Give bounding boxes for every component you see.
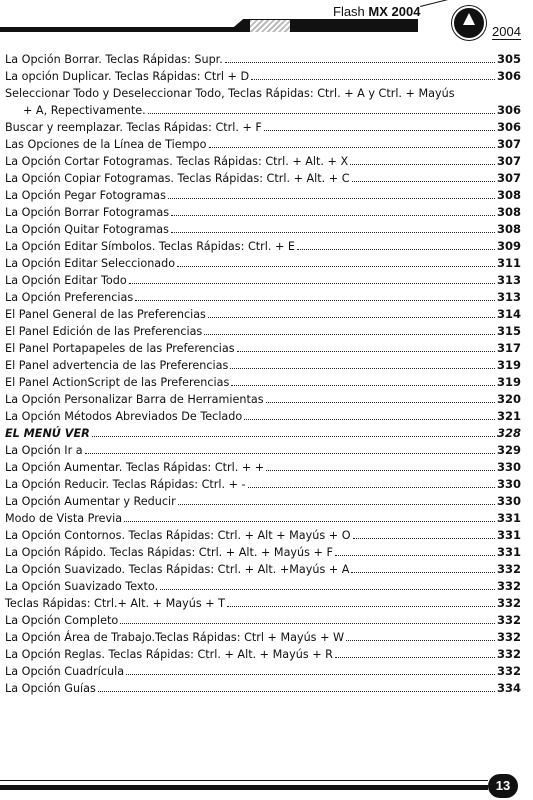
dot-leader (204, 334, 495, 335)
toc-entry (5, 272, 521, 289)
toc-entry-title: El Panel advertencia de las Preferencias (5, 359, 229, 372)
toc-entry-page: 320 (496, 392, 521, 406)
dot-leader (126, 674, 495, 675)
toc-entry (5, 68, 521, 85)
toc-entry-title: La Opción Editar Seleccionado (5, 257, 176, 270)
book-title (333, 4, 420, 19)
toc-entry-page: 307 (496, 137, 521, 151)
toc-entry-page: 313 (496, 273, 521, 287)
toc-entry-title: Las Opciones de la Línea de Tiempo (5, 138, 207, 151)
toc-entry (5, 493, 521, 510)
toc-entry-page: 331 (496, 528, 521, 542)
dot-leader (171, 232, 495, 233)
dot-leader (266, 470, 495, 471)
toc-entry-title: Buscar y reemplazar. Teclas Rápidas: Ctrl. + F (5, 121, 262, 134)
toc-entry (5, 323, 521, 340)
toc-entry (5, 663, 521, 680)
dot-leader (352, 181, 495, 182)
dot-leader (227, 606, 495, 607)
toc-entry (5, 51, 521, 68)
toc-entry (5, 527, 521, 544)
toc-entry-title: La Opción Suavizado Texto. (5, 580, 159, 593)
toc-entry (5, 425, 521, 442)
table-of-contents (5, 51, 521, 697)
toc-entry (5, 374, 521, 391)
toc-entry-page: 332 (496, 596, 521, 610)
toc-entry-page: 307 (496, 171, 521, 185)
dot-leader (124, 521, 495, 522)
toc-entry-title: La Opción Pegar Fotogramas (5, 189, 166, 202)
dot-leader (148, 113, 495, 114)
dot-leader (346, 640, 495, 641)
dot-leader (351, 572, 495, 573)
dot-leader (85, 453, 495, 454)
toc-entry-page: 309 (496, 239, 521, 253)
toc-entry-title: La Opción Guías (5, 682, 96, 695)
toc-entry-page: 331 (496, 545, 521, 559)
toc-entry (5, 204, 521, 221)
toc-entry-title: El Panel ActionScript de las Preferencias (5, 376, 230, 389)
toc-entry-title: La Opción Cuadrícula (5, 665, 125, 678)
toc-entry-page: 328 (496, 426, 521, 440)
toc-entry-page: 330 (496, 460, 521, 474)
toc-entry (5, 85, 521, 119)
toc-entry-page: 332 (496, 613, 521, 627)
toc-entry (5, 187, 521, 204)
toc-entry-title: La Opción Reglas. Teclas Rápidas: Ctrl. + Alt. + Mayús + R (5, 648, 333, 661)
toc-entry-page: 330 (496, 494, 521, 508)
dot-leader (208, 317, 495, 318)
toc-entry (5, 629, 521, 646)
dot-leader (297, 249, 495, 250)
header-tab (228, 19, 418, 32)
toc-entry-page: 308 (496, 205, 521, 219)
toc-entry-title: La Opción Personalizar Barra de Herramientas (5, 393, 264, 406)
toc-entry-page: 331 (496, 511, 521, 525)
toc-entry-page: 329 (496, 443, 521, 457)
toc-entry (5, 306, 521, 323)
book-title-bold: MX 2004 (368, 4, 421, 19)
dot-leader (178, 504, 495, 505)
toc-entry-page: 332 (496, 664, 521, 678)
toc-entry (5, 595, 521, 612)
toc-entry-page: 321 (496, 409, 521, 423)
dot-leader (251, 79, 495, 80)
dot-leader (168, 198, 495, 199)
toc-entry-page: 319 (496, 358, 521, 372)
toc-entry-title: La Opción Aumentar. Teclas Rápidas: Ctrl. + + (5, 461, 265, 474)
toc-entry (5, 578, 521, 595)
toc-entry (5, 476, 521, 493)
book-logo-icon (452, 6, 486, 40)
header-year: 2004 (492, 24, 521, 39)
toc-entry (5, 391, 521, 408)
toc-entry (5, 136, 521, 153)
header-pattern (250, 20, 290, 32)
toc-entry-page: 311 (496, 256, 521, 270)
toc-entry-page: 319 (496, 375, 521, 389)
toc-entry-page: 330 (496, 477, 521, 491)
toc-entry (5, 340, 521, 357)
toc-entry-page: 307 (496, 154, 521, 168)
dot-leader (171, 215, 495, 216)
dot-leader (266, 402, 495, 403)
toc-entry-title: EL MENÚ VER (5, 427, 90, 440)
toc-entry (5, 561, 521, 578)
toc-entry (5, 221, 521, 238)
toc-entry-page: 332 (496, 630, 521, 644)
toc-entry (5, 255, 521, 272)
page-number: 13 (488, 774, 518, 798)
toc-entry-title: La Opción Reducir. Teclas Rápidas: Ctrl. + - (5, 478, 246, 491)
toc-entry-title: La Opción Rápido. Teclas Rápidas: Ctrl. + Alt. + Mayús + F (5, 546, 333, 559)
toc-entry (5, 459, 521, 476)
toc-entry (5, 153, 521, 170)
toc-entry-title: La Opción Cortar Fotogramas. Teclas Rápidas: Ctrl. + Alt. + X (5, 155, 349, 168)
dot-leader (264, 130, 495, 131)
toc-entry (5, 680, 521, 697)
toc-entry-title: La Opción Métodos Abreviados De Teclado (5, 410, 243, 423)
dot-leader (335, 657, 495, 658)
dot-leader (225, 62, 495, 63)
toc-entry-title: Seleccionar Todo y Deseleccionar Todo, Teclas Rápidas: Ctrl. + A y Ctrl. + Mayús (5, 87, 455, 100)
toc-entry-title: La Opción Preferencias (5, 291, 134, 304)
toc-entry-title: La opción Duplicar. Teclas Rápidas: Ctrl + D (5, 70, 250, 83)
toc-entry-page: 306 (496, 120, 521, 134)
dot-leader (92, 436, 495, 437)
dot-leader (98, 691, 495, 692)
dot-leader (230, 368, 495, 369)
dot-leader (129, 283, 495, 284)
toc-entry (5, 544, 521, 561)
toc-entry-title: La Opción Contornos. Teclas Rápidas: Ctrl. + Alt + Mayús + O (5, 529, 351, 542)
toc-entry-page: 332 (496, 562, 521, 576)
dot-leader (335, 555, 495, 556)
footer-rule (0, 785, 488, 790)
toc-entry-page: 332 (496, 579, 521, 593)
toc-entry (5, 646, 521, 663)
toc-entry (5, 357, 521, 374)
toc-entry (5, 238, 521, 255)
toc-entry-title: La Opción Copiar Fotogramas. Teclas Rápidas: Ctrl. + Alt. + C (5, 172, 350, 185)
toc-entry-title: Teclas Rápidas: Ctrl.+ Alt. + Mayús + T (5, 597, 225, 610)
dot-leader (248, 487, 495, 488)
page-header (0, 0, 533, 44)
dot-leader (244, 419, 495, 420)
book-title-prefix: Flash (333, 4, 369, 19)
dot-leader (135, 300, 495, 301)
toc-entry-title: La Opción Editar Todo (5, 274, 127, 287)
toc-entry (5, 510, 521, 527)
toc-entry-page: 317 (496, 341, 521, 355)
toc-entry-title: La Opción Borrar Fotogramas (5, 206, 170, 219)
dot-leader (353, 538, 495, 539)
toc-entry-page: 334 (496, 681, 521, 695)
toc-entry-title: La Opción Ir a (5, 444, 83, 457)
toc-entry-title: La Opción Quitar Fotogramas (5, 223, 169, 236)
toc-entry-title: La Opción Completo (5, 614, 119, 627)
toc-entry-title: El Panel General de las Preferencias (5, 308, 206, 321)
footer-rule-thin (0, 780, 488, 781)
toc-entry-page: 315 (496, 324, 521, 338)
toc-entry-page: 314 (496, 307, 521, 321)
toc-entry-title: La Opción Borrar. Teclas Rápidas: Supr. (5, 53, 223, 66)
toc-entry-title: El Panel Edición de las Preferencias (5, 325, 203, 338)
toc-entry (5, 119, 521, 136)
toc-entry (5, 442, 521, 459)
dot-leader (237, 351, 495, 352)
toc-entry (5, 289, 521, 306)
toc-entry-title: Modo de Vista Previa (5, 512, 123, 525)
toc-entry-title: La Opción Área de Trabajo.Teclas Rápidas: Ctrl + Mayús + W (5, 631, 345, 644)
toc-entry-page: 305 (496, 52, 521, 66)
toc-entry (5, 612, 521, 629)
toc-entry-page: 308 (496, 188, 521, 202)
toc-entry-title-continued: + A, Repectivamente. (23, 104, 146, 117)
toc-entry-title: La Opción Aumentar y Reducir (5, 495, 176, 508)
toc-entry-title: La Opción Editar Símbolos. Teclas Rápidas: Ctrl. + E (5, 240, 295, 253)
toc-entry (5, 170, 521, 187)
toc-entry-page: 332 (496, 647, 521, 661)
dot-leader (120, 623, 495, 624)
toc-entry-page: 313 (496, 290, 521, 304)
toc-entry-title: La Opción Suavizado. Teclas Rápidas: Ctrl. + Alt. +Mayús + A (5, 563, 350, 576)
toc-entry (5, 408, 521, 425)
toc-entry-title: El Panel Portapapeles de las Preferencias (5, 342, 235, 355)
toc-entry-page: 308 (496, 222, 521, 236)
dot-leader (350, 164, 495, 165)
dot-leader (231, 385, 495, 386)
toc-entry-page: 306 (496, 69, 521, 83)
dot-leader (209, 147, 495, 148)
dot-leader (160, 589, 495, 590)
toc-entry-page: 306 (496, 103, 521, 117)
dot-leader (177, 266, 495, 267)
